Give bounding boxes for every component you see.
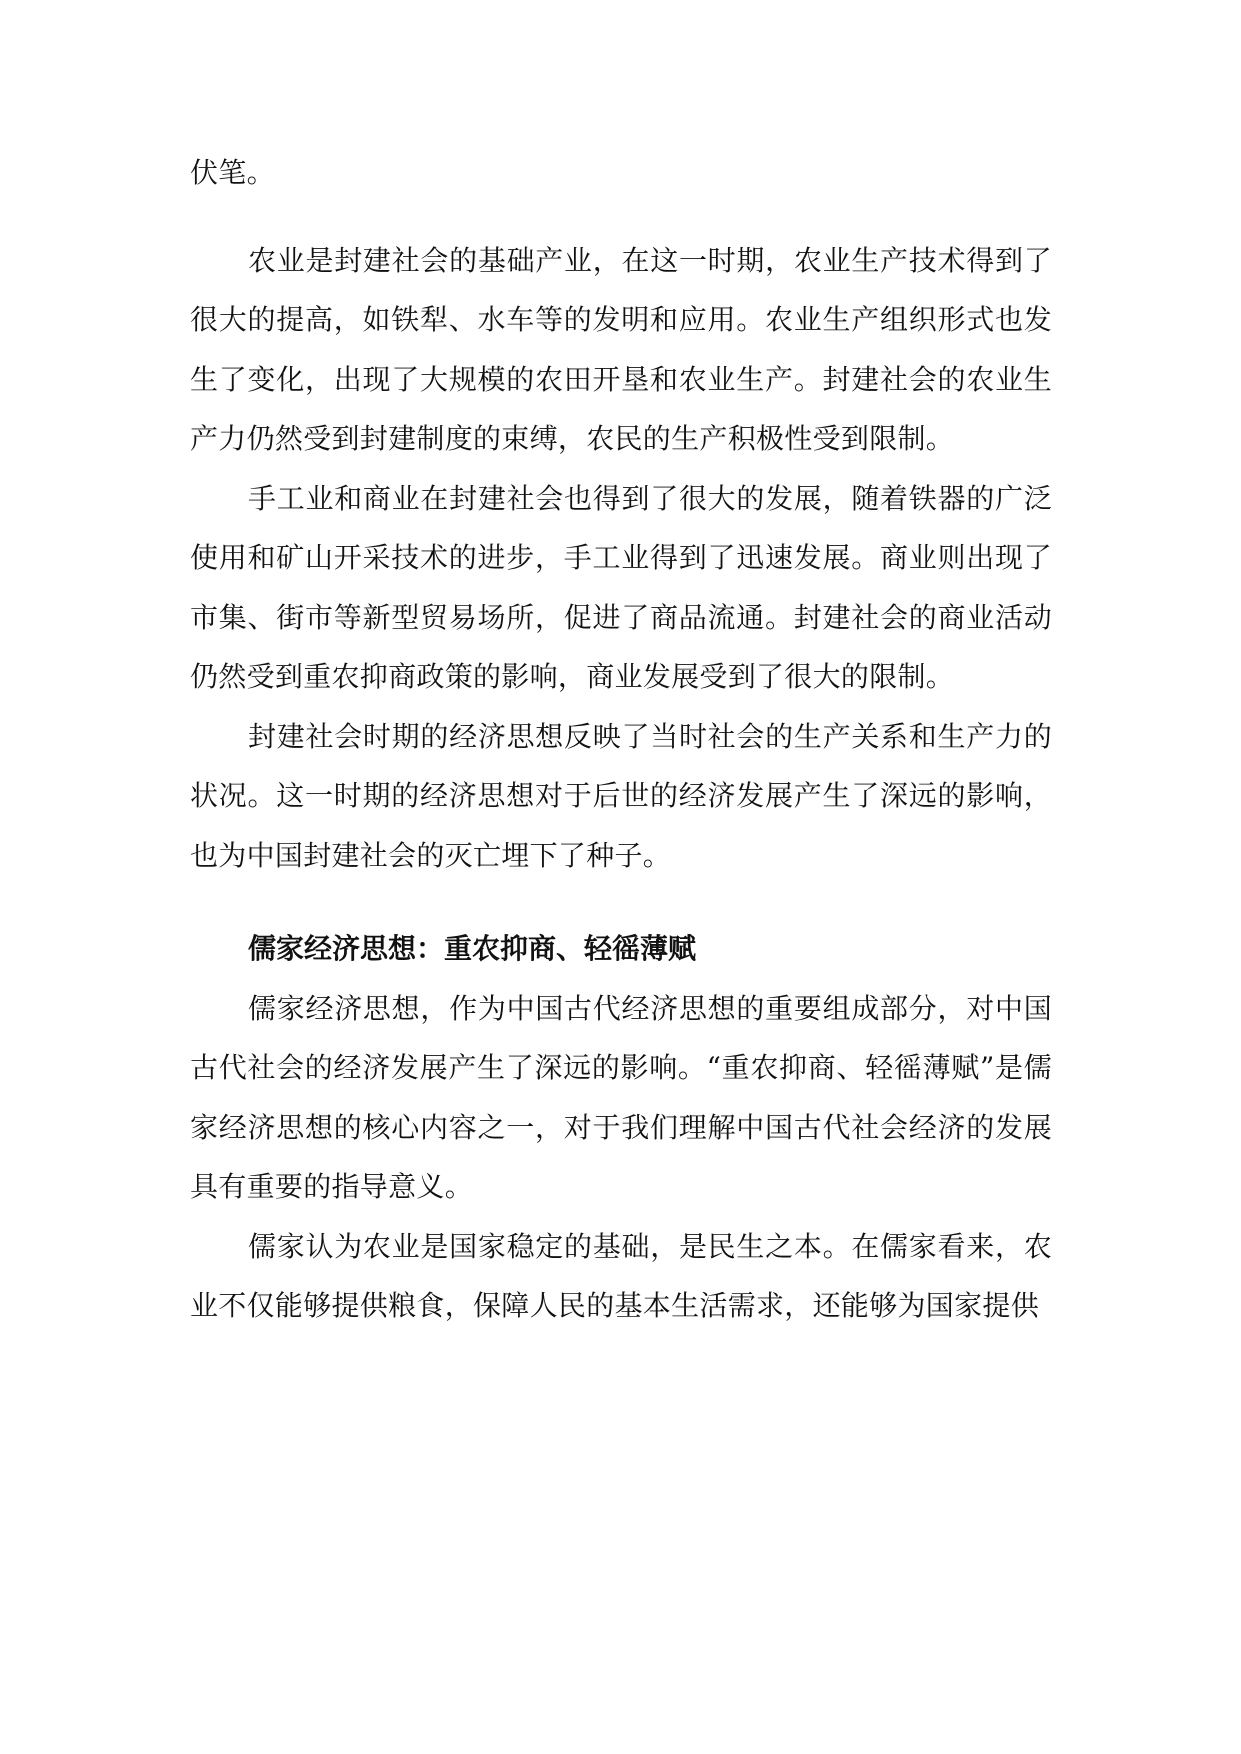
paragraph-confucian-intro: 儒家经济思想，作为中国古代经济思想的重要组成部分，对中国古代社会的经济发展产生了深远的影响。“重农抑商、轻徭薄赋”是儒家经济思想的核心内容之一，对于我们理解中国古代社会经济的发展具有重要的指导意义。 xyxy=(190,991,1052,1203)
paragraph-economic-thought: 封建社会时期的经济思想反映了当时社会的生产关系和生产力的状况。这一时期的经济思想对于后世的经济发展产生了深远的影响，也为中国封建社会的灭亡埋下了种子。 xyxy=(190,719,1052,872)
paragraph-continuation: 伏笔。 xyxy=(190,156,275,189)
paragraph-confucian-agriculture: 儒家认为农业是国家稳定的基础，是民生之本。在儒家看来，农业不仅能够提供粮食，保障人民的基本生活需求，还能够为国家提供 xyxy=(190,1229,1052,1322)
paragraph-agriculture: 农业是封建社会的基础产业，在这一时期，农业生产技术得到了很大的提高，如铁犁、水车等的发明和应用。农业生产组织形式也发生了变化，出现了大规模的农田开垦和农业生产。封建社会的农业生产力仍然受到封建制度的束缚，农民的生产积极性受到限制。 xyxy=(190,243,1052,455)
section-heading: 儒家经济思想：重农抑商、轻徭薄赋 xyxy=(248,932,697,965)
paragraph-gap xyxy=(190,203,1052,231)
document-body xyxy=(190,143,1052,1336)
paragraph-handicraft-commerce: 手工业和商业在封建社会也得到了很大的发展，随着铁器的广泛使用和矿山开采技术的进步，手工业得到了迅速发展。商业则出现了市集、街市等新型贸易场所，促进了商品流通。封建社会的商业活动仍然受到重农抑商政策的影响，商业发展受到了很大的限制。 xyxy=(190,481,1052,693)
